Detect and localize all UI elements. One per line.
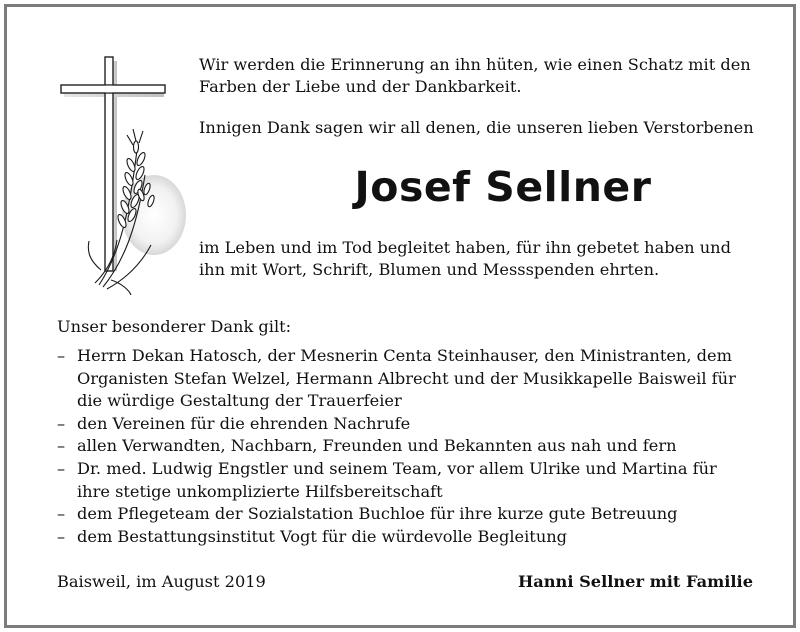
list-dash: – — [57, 504, 66, 524]
list-line: Organisten Stefan Welzel, Hermann Albrecht und der Musikkapelle Baisweil für — [77, 368, 736, 388]
thanks-list — [57, 345, 736, 548]
list-dash: – — [57, 413, 66, 433]
list-dash: – — [57, 436, 66, 456]
list-line: allen Verwandten, Nachbarn, Freunden und Bekannten aus nah und fern — [77, 436, 677, 456]
list-item — [57, 345, 736, 413]
list-line: ihre stetige unkomplizierte Hilfsbereitschaft — [77, 481, 443, 501]
list-item — [57, 503, 736, 526]
list-line: Herrn Dekan Hatosch, der Mesnerin Centa Steinhauser, den Ministranten, dem — [77, 346, 732, 365]
list-line: die würdige Gestaltung der Trauerfeier — [77, 391, 402, 411]
list-dash: – — [57, 526, 66, 546]
cross-icon — [59, 55, 189, 295]
special-thanks-heading: Unser besonderer Dank gilt: — [57, 317, 292, 336]
list-item — [57, 413, 736, 436]
list-item — [57, 526, 736, 549]
after-line-2: ihn mit Wort, Schrift, Blumen und Messspenden ehrten. — [199, 260, 660, 279]
intro-line-2: Farben der Liebe und der Dankbarkeit. — [199, 77, 522, 96]
after-line-1: im Leben und im Tod begleitet haben, für ihn gebetet haben und — [199, 238, 731, 257]
list-dash: – — [57, 458, 66, 478]
after-text — [199, 237, 731, 281]
deceased-name: Josef Sellner — [354, 163, 652, 211]
obituary-frame — [4, 4, 796, 628]
place-date: Baisweil, im August 2019 — [57, 572, 266, 591]
list-dash: – — [57, 346, 66, 365]
list-item — [57, 458, 736, 503]
intro-line-1: Wir werden die Erinnerung an ihn hüten, wie einen Schatz mit den — [199, 55, 751, 74]
intro-line-3: Innigen Dank sagen wir all denen, die unseren lieben Verstorbenen — [199, 118, 754, 137]
list-line: dem Pflegeteam der Sozialstation Buchloe für ihre kurze gute Betreuung — [77, 504, 678, 524]
list-line: den Vereinen für die ehrenden Nachrufe — [77, 413, 411, 433]
signature: Hanni Sellner mit Familie — [518, 572, 753, 591]
intro-text — [199, 54, 751, 98]
list-line: Dr. med. Ludwig Engstler und seinem Team, vor allem Ulrike und Martina für — [77, 458, 717, 478]
list-item — [57, 435, 736, 458]
list-line: dem Bestattungsinstitut Vogt für die würdevolle Begleitung — [77, 526, 568, 546]
